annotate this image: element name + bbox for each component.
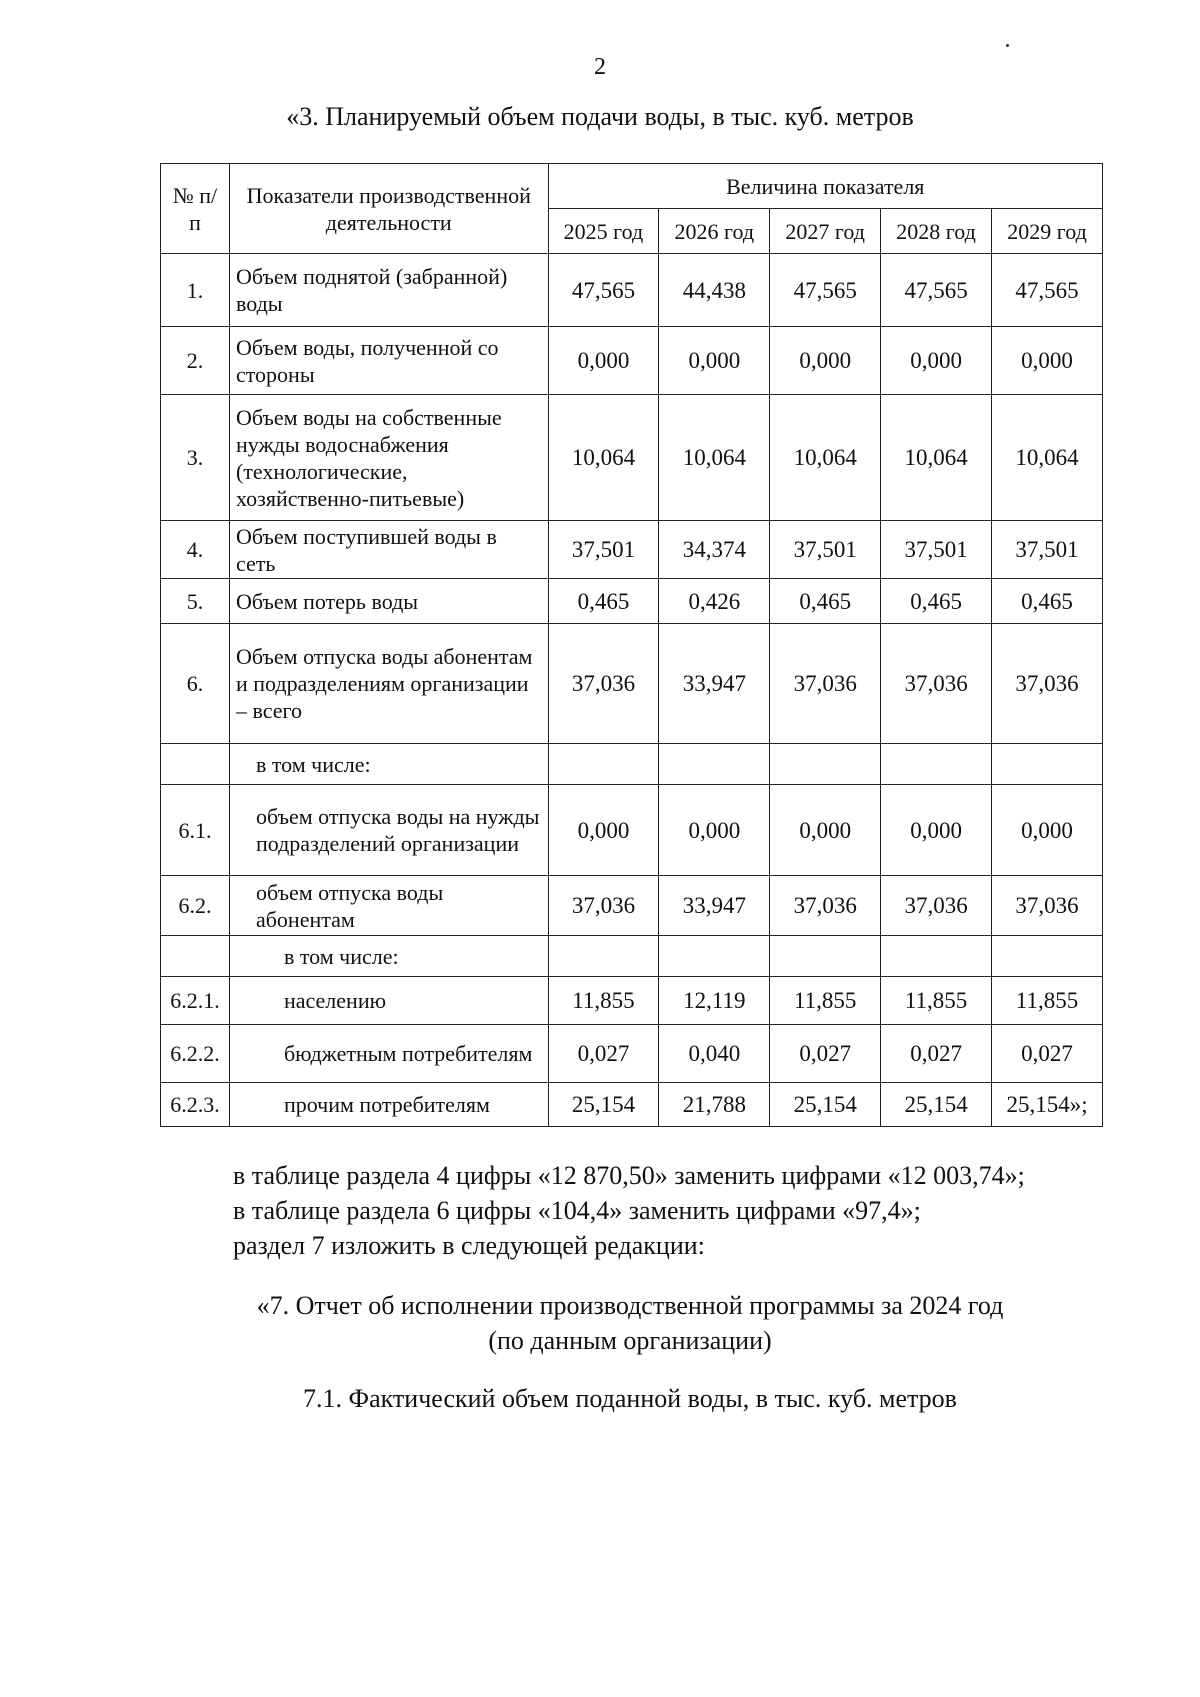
row-value: 25,154 — [770, 1083, 881, 1127]
row-value — [770, 936, 881, 977]
table-row — [161, 579, 1103, 624]
table-row — [161, 744, 1103, 785]
row-num: 6.1. — [161, 785, 230, 876]
table-row — [161, 1025, 1103, 1083]
header-year: 2028 год — [881, 209, 992, 254]
row-value: 10,064 — [881, 395, 992, 521]
header-year: 2026 год — [659, 209, 770, 254]
row-value: 37,036 — [992, 876, 1103, 936]
row-value: 0,000 — [659, 327, 770, 395]
row-num: 4. — [161, 521, 230, 579]
table-row — [161, 521, 1103, 579]
row-value: 37,036 — [992, 624, 1103, 744]
row-value: 0,027 — [881, 1025, 992, 1083]
header-year: 2029 год — [992, 209, 1103, 254]
row-value: 10,064 — [992, 395, 1103, 521]
row-value: 37,036 — [770, 876, 881, 936]
header-year: 2027 год — [770, 209, 881, 254]
water-supply-table — [160, 163, 1103, 1127]
row-value: 37,036 — [548, 624, 659, 744]
row-value: 44,438 — [659, 254, 770, 327]
row-indicator: Объем отпуска воды абонентам и подразделениям организации – всего — [229, 624, 548, 744]
row-num: 1. — [161, 254, 230, 327]
row-value: 0,465 — [881, 579, 992, 624]
row-indicator: объем отпуска воды абонентам — [229, 876, 548, 936]
row-value: 0,000 — [770, 327, 881, 395]
row-value: 25,154»; — [992, 1083, 1103, 1127]
row-value: 11,855 — [548, 977, 659, 1025]
row-value: 0,027 — [992, 1025, 1103, 1083]
table-row — [161, 624, 1103, 744]
section-heading-line: (по данным организации) — [488, 1326, 772, 1355]
row-value: 10,064 — [770, 395, 881, 521]
amendment-line: раздел 7 изложить в следующей редакции: — [233, 1231, 705, 1260]
row-value: 25,154 — [881, 1083, 992, 1127]
row-indicator: бюджетным потребителям — [229, 1025, 548, 1083]
row-value: 47,565 — [992, 254, 1103, 327]
row-value: 0,465 — [770, 579, 881, 624]
row-value: 11,855 — [992, 977, 1103, 1025]
amendment-line: в таблице раздела 4 цифры «12 870,50» заменить цифрами «12 003,74»; — [233, 1161, 1025, 1190]
table-row — [161, 395, 1103, 521]
row-value — [881, 936, 992, 977]
header-num: № п/п — [161, 164, 230, 254]
row-value: 37,036 — [881, 876, 992, 936]
row-value: 37,036 — [770, 624, 881, 744]
row-num: 6.2.3. — [161, 1083, 230, 1127]
table-row — [161, 1083, 1103, 1127]
row-value: 10,064 — [548, 395, 659, 521]
row-num: 2. — [161, 327, 230, 395]
row-value: 47,565 — [548, 254, 659, 327]
row-num — [161, 744, 230, 785]
table-row — [161, 936, 1103, 977]
row-value: 0,000 — [881, 327, 992, 395]
row-value: 37,501 — [770, 521, 881, 579]
row-value: 0,000 — [659, 785, 770, 876]
row-value: 12,119 — [659, 977, 770, 1025]
row-num: 6.2.2. — [161, 1025, 230, 1083]
row-value — [881, 744, 992, 785]
row-value: 25,154 — [548, 1083, 659, 1127]
row-value: 10,064 — [659, 395, 770, 521]
row-value: 34,374 — [659, 521, 770, 579]
row-value: 0,000 — [992, 785, 1103, 876]
row-indicator: в том числе: — [229, 744, 548, 785]
row-value: 0,426 — [659, 579, 770, 624]
row-value: 0,000 — [548, 327, 659, 395]
row-value: 37,501 — [992, 521, 1103, 579]
row-value: 0,465 — [992, 579, 1103, 624]
row-indicator: в том числе: — [229, 936, 548, 977]
row-value: 0,000 — [992, 327, 1103, 395]
row-indicator: Объем воды на собственные нужды водоснабжения (технологические, хозяйственно-питьевые) — [229, 395, 548, 521]
row-value: 37,036 — [881, 624, 992, 744]
header-year: 2025 год — [548, 209, 659, 254]
row-value — [659, 744, 770, 785]
amendment-line: в таблице раздела 6 цифры «104,4» заменить цифрами «97,4»; — [233, 1196, 921, 1225]
table-row — [161, 876, 1103, 936]
row-value: 11,855 — [881, 977, 992, 1025]
section-heading — [0, 1288, 1200, 1358]
row-value: 37,036 — [548, 876, 659, 936]
row-value — [992, 936, 1103, 977]
row-value: 11,855 — [770, 977, 881, 1025]
row-value: 0,000 — [548, 785, 659, 876]
row-value — [992, 744, 1103, 785]
header-indicator: Показатели производственной деятельности — [229, 164, 548, 254]
row-value — [548, 744, 659, 785]
row-value: 21,788 — [659, 1083, 770, 1127]
row-value: 47,565 — [770, 254, 881, 327]
row-num — [161, 936, 230, 977]
row-value: 0,040 — [659, 1025, 770, 1083]
row-value: 37,501 — [548, 521, 659, 579]
row-num: 6.2. — [161, 876, 230, 936]
subsection-heading: 7.1. Фактический объем поданной воды, в тыс. куб. метров — [303, 1384, 957, 1413]
row-indicator: населению — [229, 977, 548, 1025]
row-indicator: объем отпуска воды на нужды подразделений организации — [229, 785, 548, 876]
row-value: 0,027 — [548, 1025, 659, 1083]
row-value: 0,000 — [770, 785, 881, 876]
row-value — [548, 936, 659, 977]
row-value: 0,027 — [770, 1025, 881, 1083]
row-value: 37,501 — [881, 521, 992, 579]
row-value: 33,947 — [659, 876, 770, 936]
header-value-group: Величина показателя — [548, 164, 1102, 209]
table-row — [161, 785, 1103, 876]
section-heading-line: «7. Отчет об исполнении производственной программы за 2024 год — [256, 1291, 1004, 1320]
table-row — [161, 254, 1103, 327]
row-indicator: прочим потребителям — [229, 1083, 548, 1127]
row-indicator: Объем поступившей воды в сеть — [229, 521, 548, 579]
row-num: 3. — [161, 395, 230, 521]
page-number: 2 — [594, 54, 606, 80]
table-title: «3. Планируемый объем подачи воды, в тыс. куб. метров — [286, 102, 914, 131]
row-num: 5. — [161, 579, 230, 624]
row-indicator: Объем поднятой (забранной) воды — [229, 254, 548, 327]
row-num: 6.2.1. — [161, 977, 230, 1025]
row-indicator: Объем потерь воды — [229, 579, 548, 624]
scan-speck — [1006, 44, 1009, 47]
row-value: 33,947 — [659, 624, 770, 744]
row-value: 47,565 — [881, 254, 992, 327]
table-row — [161, 977, 1103, 1025]
row-value — [770, 744, 881, 785]
table-row — [161, 327, 1103, 395]
amendment-text — [233, 1158, 1025, 1263]
row-value: 0,000 — [881, 785, 992, 876]
row-num: 6. — [161, 624, 230, 744]
row-indicator: Объем воды, полученной со стороны — [229, 327, 548, 395]
row-value — [659, 936, 770, 977]
row-value: 0,465 — [548, 579, 659, 624]
